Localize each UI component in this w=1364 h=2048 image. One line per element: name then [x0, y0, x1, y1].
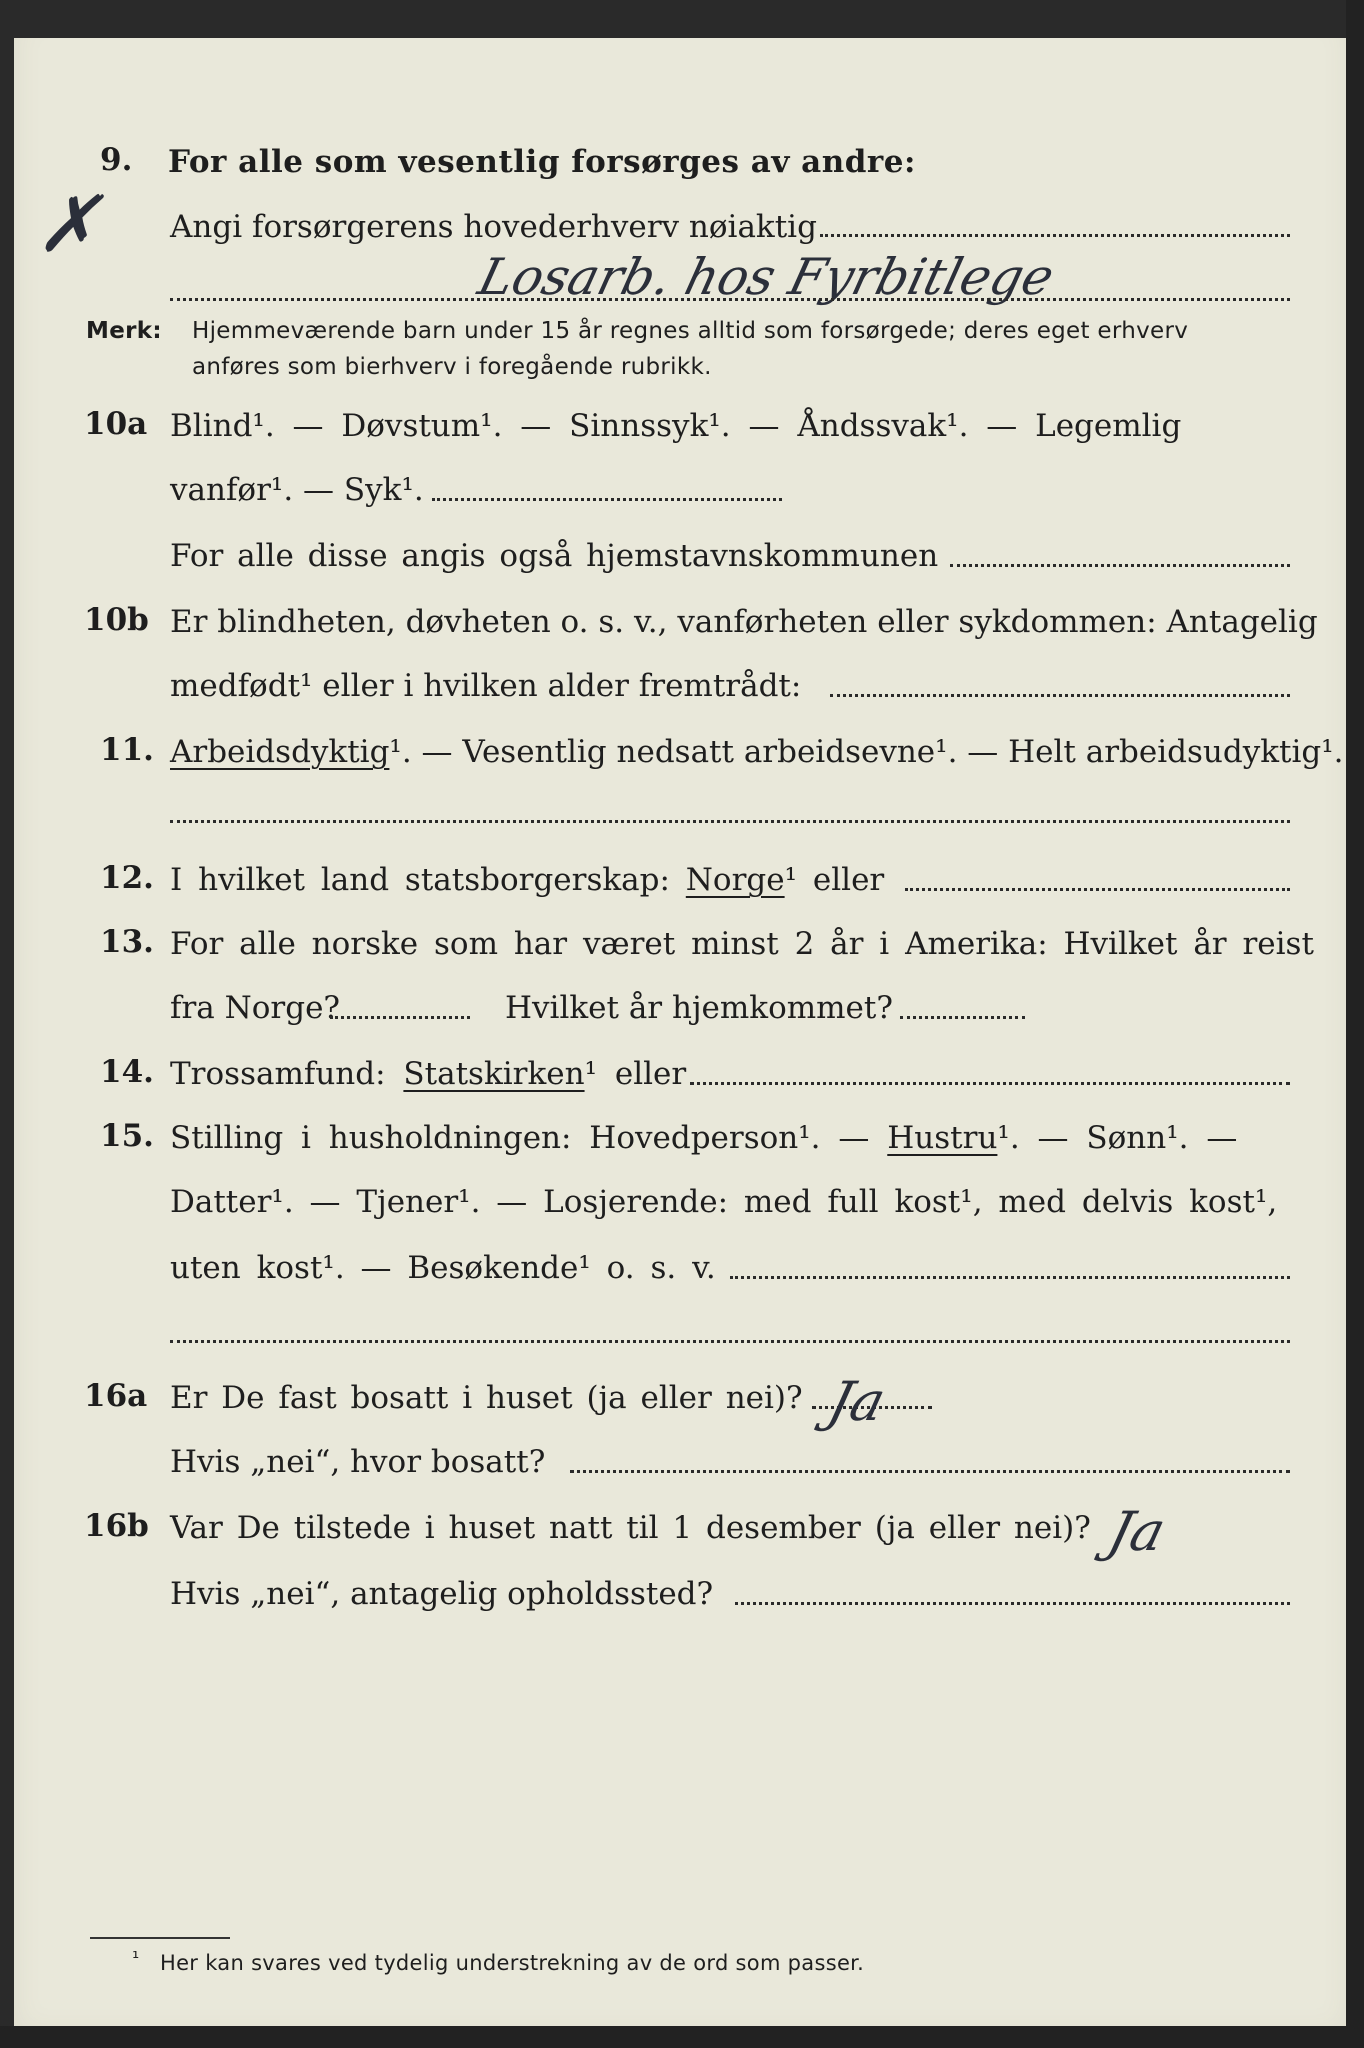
- q12-after: ¹ eller: [784, 862, 885, 898]
- q9-handwritten-answer: Losarb. hos Fyrbitlege: [472, 248, 1060, 306]
- scan-border-left: [0, 0, 14, 2048]
- q9-title: For alle som vesentlig forsørges av andre:: [168, 144, 916, 180]
- merk-line-1: Hjemmeværende barn under 15 år regnes alltid som forsørgede; deres eget erhverv: [192, 318, 1189, 344]
- q11-number: 11.: [100, 732, 154, 768]
- q12-answer-line: [905, 888, 1290, 891]
- q14-number: 14.: [100, 1054, 154, 1090]
- q10b-line-1: Er blindheten, døvheten o. s. v., vanførheten eller sykdommen: Antagelig: [170, 604, 1318, 640]
- merk-line-2: anføres som bierhverv i foregående rubrikk.: [192, 354, 712, 380]
- q12-norge-underlined: Norge: [685, 862, 785, 898]
- q15-line-1b: ¹. — Sønn¹. —: [997, 1120, 1238, 1156]
- q16b-handwritten-answer: Ja: [1102, 1500, 1172, 1563]
- footnote-rule: [90, 1937, 230, 1939]
- scan-border-top: [0, 0, 1364, 38]
- q16a-line-2: Hvis „nei“, hvor bosatt?: [170, 1444, 546, 1480]
- q13-number: 13.: [100, 924, 154, 960]
- q10a-line-2: vanfør¹. — Syk¹.: [170, 472, 424, 508]
- q10b-number: 10b: [84, 602, 149, 638]
- q15-line-1: [170, 1118, 1237, 1158]
- q11-answer-line: [170, 820, 1290, 823]
- q12-number: 12.: [100, 860, 154, 896]
- q13-line-1: For alle norske som har været minst 2 år i Amerika: Hvilket år reist: [170, 926, 1314, 962]
- q15-answer-line-2: [170, 1340, 1290, 1343]
- q10a-line-3: For alle disse angis også hjemstavnskommunen: [170, 538, 939, 574]
- q10a-syk-line: [432, 498, 782, 501]
- q13-reist-line: [330, 1016, 470, 1019]
- q13-line-2a: fra Norge?: [170, 990, 341, 1026]
- q13-line-2b: Hvilket år hjemkommet?: [505, 990, 893, 1026]
- scan-border-bottom: [0, 2026, 1364, 2048]
- q10a-number: 10a: [84, 406, 148, 442]
- q12-before: I hvilket land statsborgerskap:: [170, 862, 670, 898]
- footnote-mark: ¹: [132, 1948, 140, 1969]
- q13-hjemkommet-line: [900, 1016, 1025, 1019]
- footnote-text: Her kan svares ved tydelig understrekning av de ord som passer.: [160, 1951, 865, 1975]
- q15-line-1a: Stilling i husholdningen: Hovedperson¹. —: [170, 1120, 870, 1156]
- q16b-number: 16b: [84, 1508, 149, 1544]
- q11-arbeidsdyktig-underlined: Arbeidsdyktig: [170, 734, 390, 770]
- q16a-handwritten-answer: Ja: [822, 1370, 892, 1433]
- q16a-bosatt-line: [570, 1470, 1290, 1473]
- q16a-number: 16a: [84, 1378, 148, 1414]
- q15-hustru-underlined: Hustru: [887, 1120, 998, 1156]
- q14-statskirken-underlined: Statskirken: [403, 1056, 585, 1092]
- q15-number: 15.: [100, 1118, 154, 1154]
- q10b-answer-line: [830, 694, 1290, 697]
- q10a-hjemstavn-line: [950, 564, 1290, 567]
- q16b-opholdssted-line: [735, 1602, 1290, 1605]
- q11-text: [170, 732, 1344, 772]
- q15-answer-line-1: [730, 1276, 1290, 1279]
- scan-border-right: [1346, 0, 1364, 2048]
- q10b-line-2: medfødt¹ eller i hvilken alder fremtrådt:: [170, 668, 802, 704]
- q9-answer-line-2: [170, 298, 1290, 301]
- q16a-line-1: Er De fast bosatt i huset (ja eller nei)?: [170, 1380, 803, 1416]
- q14-after: ¹ eller: [584, 1056, 687, 1092]
- q9-answer-line-1: [820, 234, 1290, 237]
- q14-before: Trossamfund:: [170, 1056, 386, 1092]
- q10a-line-1: Blind¹. — Døvstum¹. — Sinnssyk¹. — Åndssvak¹. — Legemlig: [170, 408, 1182, 444]
- q9-check-mark: ✗: [30, 180, 119, 270]
- q12-text: [170, 860, 884, 900]
- q15-line-2: Datter¹. — Tjener¹. — Losjerende: med full kost¹, med delvis kost¹,: [170, 1184, 1278, 1220]
- q16b-line-2: Hvis „nei“, antagelig opholdssted?: [170, 1576, 714, 1612]
- q14-answer-line: [690, 1082, 1290, 1085]
- merk-label: Merk:: [86, 318, 162, 344]
- q16b-line-1: Var De tilstede i huset natt til 1 desember (ja eller nei)?: [170, 1510, 1091, 1546]
- q15-line-3: uten kost¹. — Besøkende¹ o. s. v.: [170, 1250, 716, 1286]
- q14-text: [170, 1054, 686, 1094]
- q9-prompt: Angi forsørgerens hovederhverv nøiaktig: [170, 209, 817, 245]
- q11-rest: ¹. — Vesentlig nedsatt arbeidsevne¹. — Helt arbeidsudyktig¹.: [389, 734, 1344, 770]
- q9-number: 9.: [100, 142, 133, 178]
